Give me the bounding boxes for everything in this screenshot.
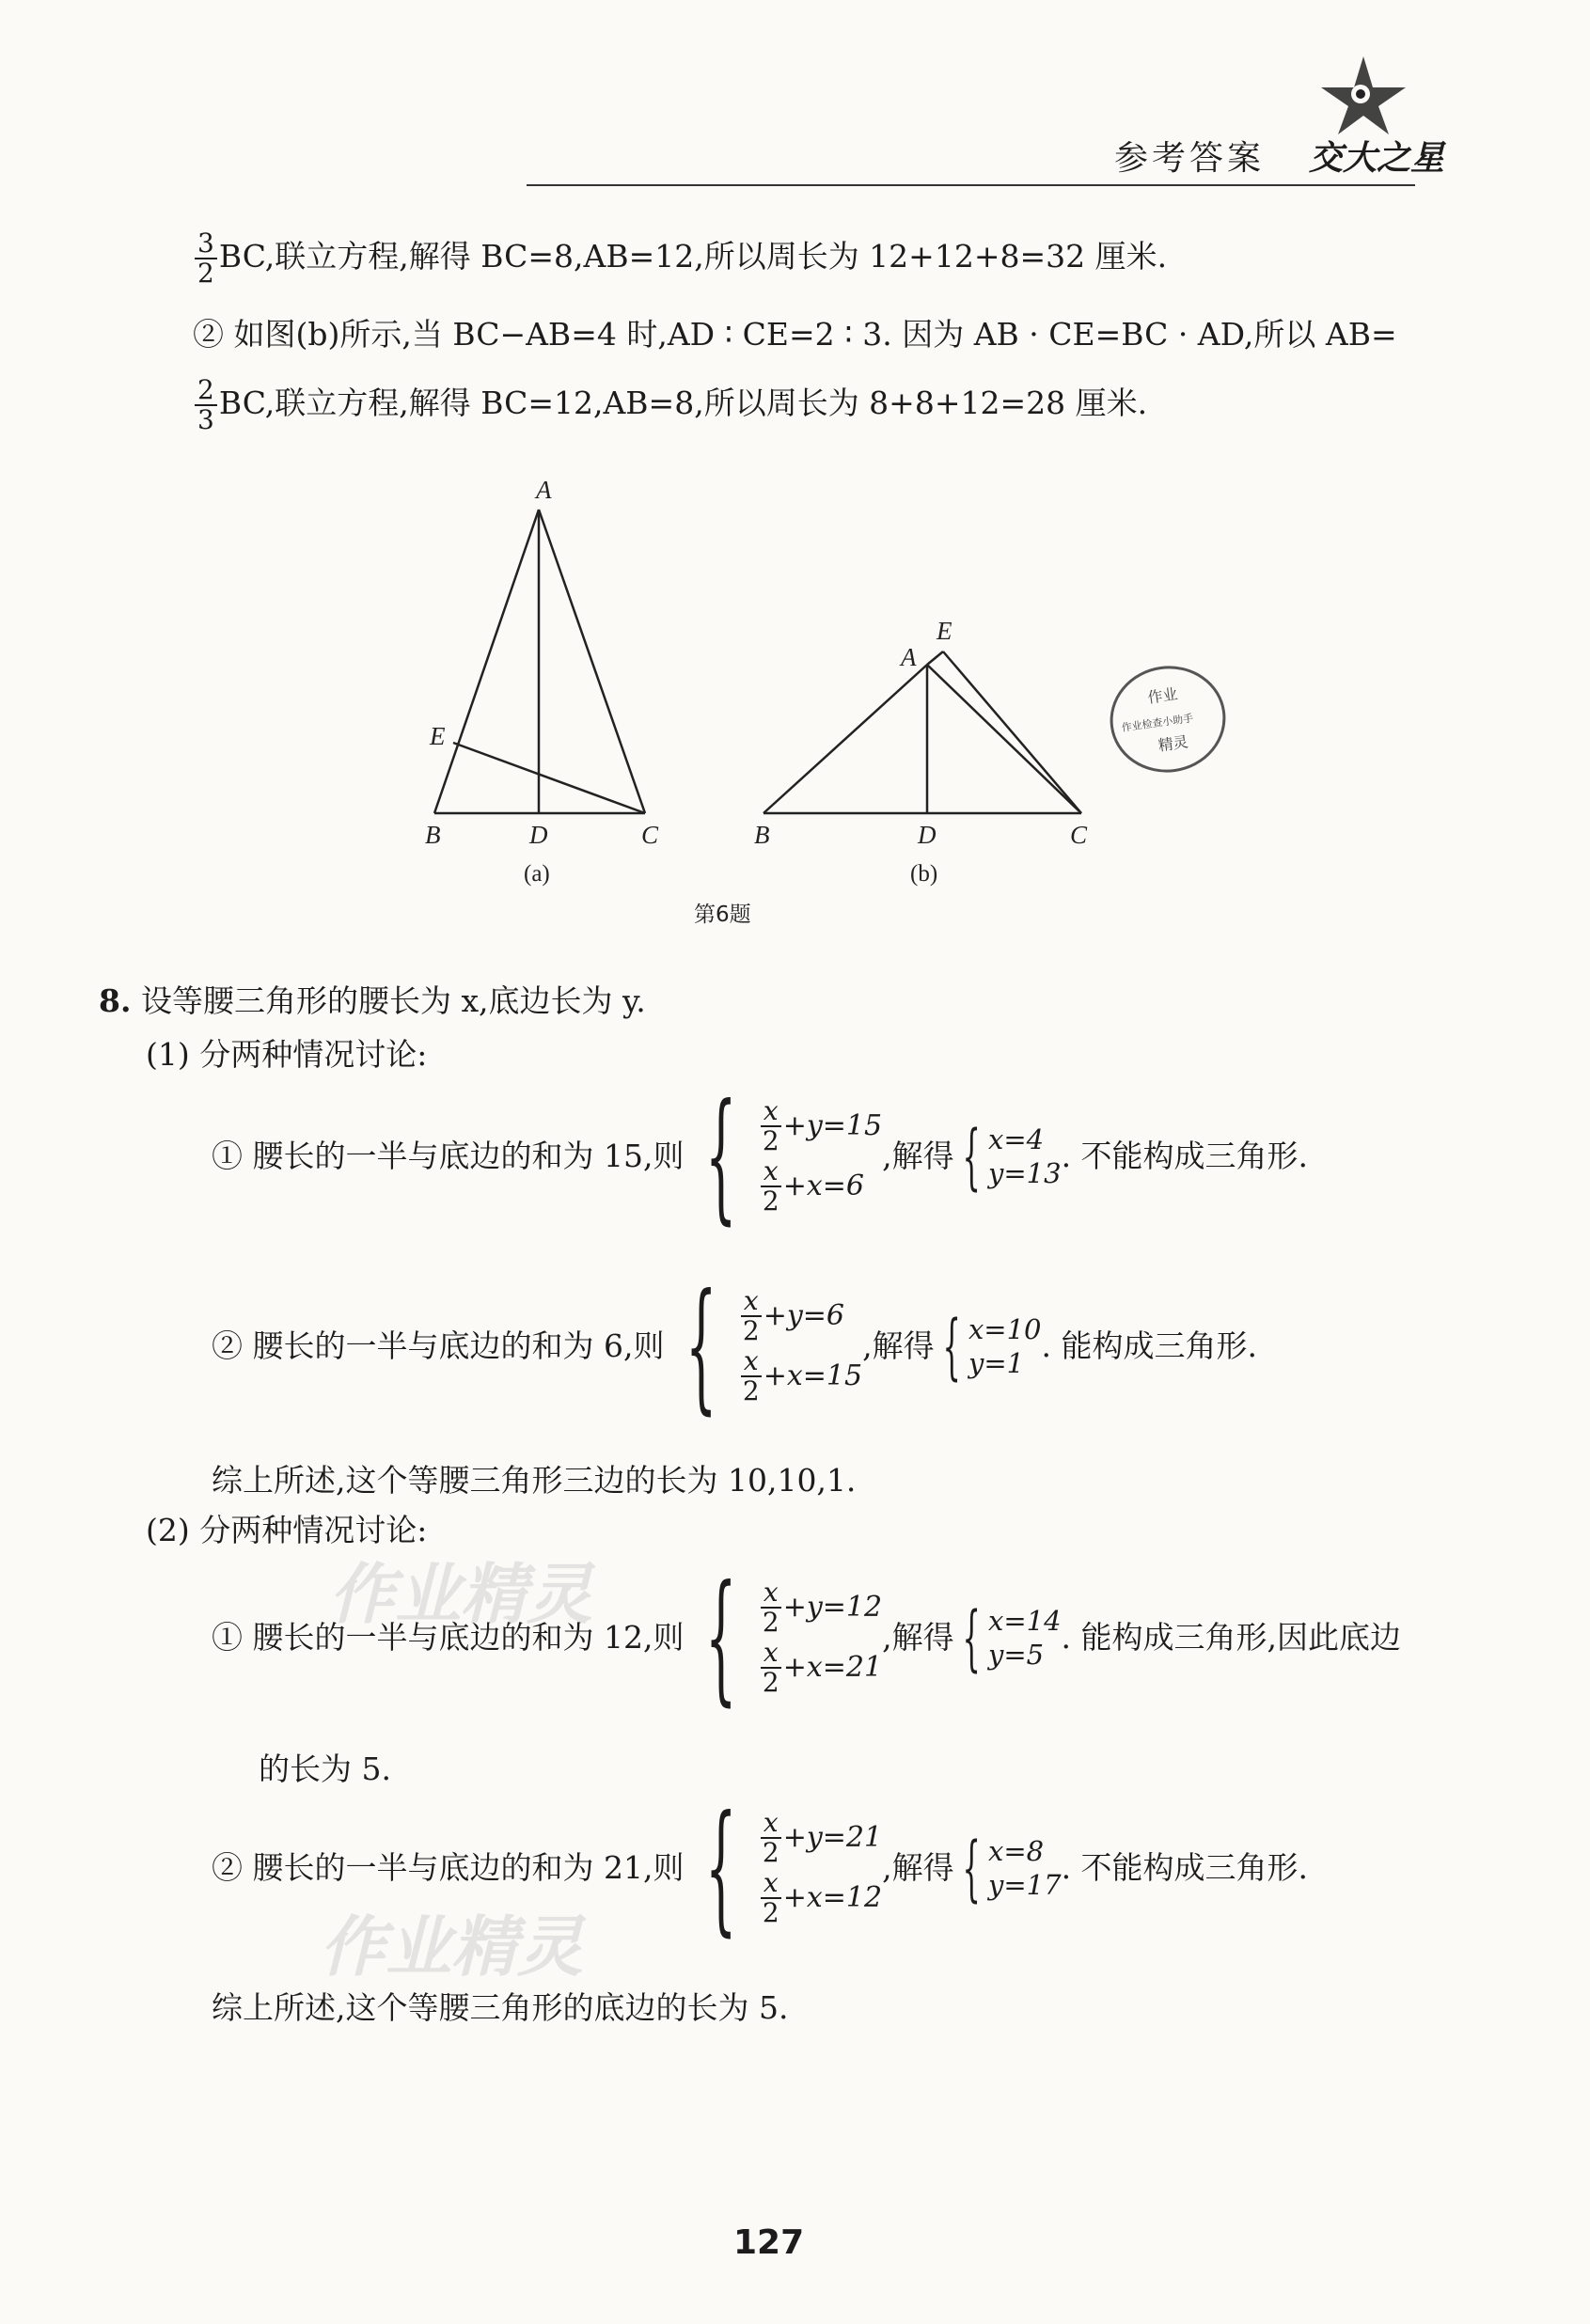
fig-b-caption: (b): [910, 861, 938, 887]
stamp-bottom: 精灵: [1157, 732, 1189, 755]
equation-system: { $\frac{x}{2}$ +y=21 $\frac{x}{2}$ +x=12: [705, 1786, 883, 1950]
watermark-1: 作业精灵: [329, 1556, 592, 1633]
fig-a-label-D: D: [529, 821, 548, 849]
fig-b-label-E: E: [937, 617, 952, 645]
q8-p1-case2: ② 腰长的一半与底边的和为 6,则 { $\frac{x}{2}$ +y=6 $\frac{x}{2}$ +x=15 ,解得 { x=10 y=1 . 能构成三角形.: [212, 1264, 1257, 1428]
stamp-logo: [1105, 660, 1231, 778]
fig-b-label-B: B: [754, 821, 770, 849]
fig-a-label-B: B: [425, 821, 441, 849]
triangle-a: [434, 510, 645, 813]
solution-system: { x=8 y=17: [962, 1826, 1062, 1909]
star-logo-icon: [1316, 52, 1410, 136]
q6-frac-3-2: $\frac{3}{2}$: [195, 229, 217, 288]
solution-system: { x=4 y=13: [962, 1114, 1062, 1198]
q6-frac-2-3: $\frac{2}{3}$: [195, 376, 217, 434]
equation-system: { $\frac{x}{2}$ +y=12 $\frac{x}{2}$ +x=21: [705, 1556, 883, 1719]
header-section-title: 参考答案: [1114, 139, 1266, 178]
q6-line3: $\frac{2}{3}$ BC,联立方程,解得 BC=12,AB=8,所以周长为 8+8+12=28 厘米.: [193, 376, 1147, 434]
equation-system: { $\frac{x}{2}$ +y=15 $\frac{x}{2}$ +x=6: [705, 1075, 883, 1238]
q6-figure: [404, 470, 1251, 940]
stamp-top: 作业: [1146, 684, 1179, 707]
q8-p2-case2: ② 腰长的一半与底边的和为 21,则 { $\frac{x}{2}$ +y=21 $\frac{x}{2}$ +x=12 ,解得 { x=8 y=17 . 不能构成三角形.: [212, 1786, 1309, 1950]
q6-line1: $\frac{3}{2}$ BC,联立方程,解得 BC=8,AB=12,所以周长为 12+12+8=32 厘米.: [193, 229, 1167, 288]
q8-p1-case1: ① 腰长的一半与底边的和为 15,则 { $\frac{x}{2}$ +y=15 $\frac{x}{2}$ +x=6 ,解得 { x=4 y=13 . 不能构成三角形.: [212, 1075, 1309, 1238]
triangle-b: [764, 652, 1081, 813]
q8-part2-summary: 综上所述,这个等腰三角形的底边的长为 5.: [212, 1989, 789, 2026]
q8-intro: 8. 设等腰三角形的腰长为 x,底边长为 y.: [99, 982, 646, 1019]
page-number: 127: [733, 2223, 805, 2262]
fig-a-label-C: C: [641, 821, 659, 849]
q8-p2-case1: ① 腰长的一半与底边的和为 12,则 { $\frac{x}{2}$ +y=12 $\frac{x}{2}$ +x=21 ,解得 { x=14 y=5 . 能构成三角形,因此底边: [212, 1556, 1402, 1719]
solution-system: { x=14 y=5: [962, 1595, 1062, 1679]
equation-system: { $\frac{x}{2}$ +y=6 $\frac{x}{2}$ +x=15: [685, 1264, 863, 1428]
fig-a-caption: (a): [524, 861, 550, 887]
fig-a-label-E: E: [430, 722, 446, 750]
header-rule: [527, 184, 1415, 186]
fig-caption: 第6题: [694, 903, 751, 927]
stamp-middle: 作业检查小助手: [1120, 712, 1194, 734]
fig-b-label-C: C: [1070, 821, 1088, 849]
q8-part2-label: (2) 分两种情况讨论:: [146, 1512, 428, 1548]
fig-a-label-A: A: [536, 476, 552, 504]
solution-system: { x=10 y=1: [942, 1304, 1042, 1388]
fig-b-label-D: D: [918, 821, 937, 849]
q8-part1-label: (1) 分两种情况讨论:: [146, 1036, 428, 1073]
q8-p2-case1-continuation: 的长为 5.: [259, 1751, 391, 1787]
q6-line2: ② 如图(b)所示,当 BC−AB=4 时,AD ∶ CE=2 ∶ 3. 因为 AB · CE=BC · AD,所以 AB=: [193, 316, 1397, 353]
watermark-2: 作业精灵: [320, 1908, 583, 1986]
fig-b-label-A: A: [901, 643, 917, 671]
q8-part1-summary: 综上所述,这个等腰三角形三边的长为 10,10,1.: [212, 1462, 857, 1499]
header-brand: 交大之星: [1309, 138, 1445, 178]
